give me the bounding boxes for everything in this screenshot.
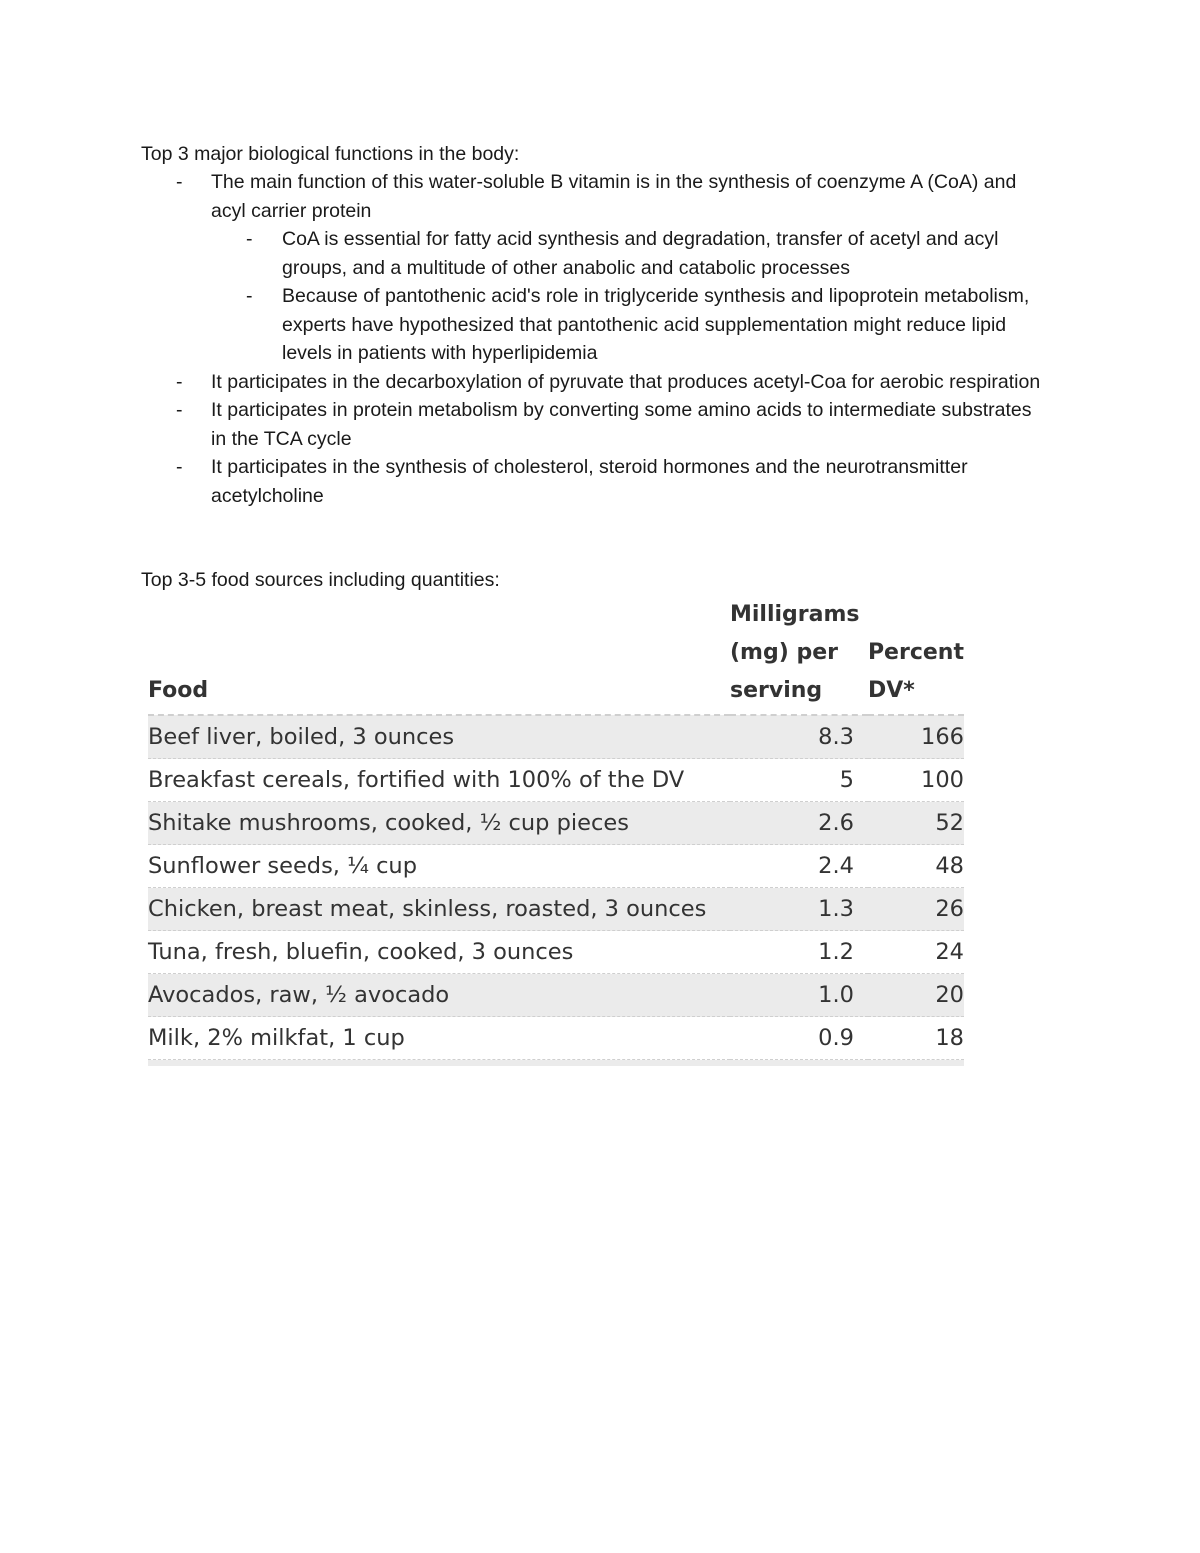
bullet-dash: - xyxy=(246,228,253,250)
cell-food: Avocados, raw, ½ avocado xyxy=(148,974,730,1017)
functions-list xyxy=(0,168,1200,510)
table-header-row xyxy=(148,596,964,715)
cell-dv: 166 xyxy=(868,715,964,759)
list-item xyxy=(0,368,1200,397)
cell-dv: 18 xyxy=(868,1017,964,1060)
cell-mg: 1.3 xyxy=(730,888,868,931)
header-percent-dv xyxy=(868,596,964,715)
table-row xyxy=(148,974,964,1017)
table-row xyxy=(148,845,964,888)
cell-food: Chicken, breast meat, skinless, roasted, 3 ounces xyxy=(148,888,730,931)
functions-heading: Top 3 major biological functions in the body: xyxy=(141,143,520,165)
list-item xyxy=(0,453,1200,510)
table-row xyxy=(148,759,964,802)
cell-food: Breakfast cereals, fortified with 100% of the DV xyxy=(148,759,730,802)
table-row xyxy=(148,802,964,845)
list-item-text: It participates in the decarboxylation of pyruvate that produces acetyl-Coa for aerobic respiration xyxy=(211,370,1041,393)
header-dv-line: Percent xyxy=(867,640,964,665)
cell-food: Sunflower seeds, ¼ cup xyxy=(148,845,730,888)
list-item xyxy=(0,225,1200,282)
table-footer-band xyxy=(148,1060,964,1066)
cell-mg: 2.6 xyxy=(730,802,868,845)
cell-food: Beef liver, boiled, 3 ounces xyxy=(148,715,730,759)
cell-dv: 26 xyxy=(868,888,964,931)
list-item xyxy=(0,282,1200,368)
header-mg-line: serving xyxy=(730,678,823,703)
cell-mg: 8.3 xyxy=(730,715,868,759)
list-item xyxy=(0,396,1200,453)
bullet-dash: - xyxy=(176,399,183,421)
table-row xyxy=(148,715,964,759)
list-item-text: The main function of this water-soluble B vitamin is in the synthesis of coenzyme A (CoA) and acyl carrier protein xyxy=(211,171,1017,222)
cell-mg: 0.9 xyxy=(730,1017,868,1060)
list-item-text: CoA is essential for fatty acid synthesis and degradation, transfer of acetyl and acyl groups, and a multitude of other anabolic and catabolic processes xyxy=(282,228,999,279)
cell-food: Milk, 2% milkfat, 1 cup xyxy=(148,1017,730,1060)
cell-dv: 100 xyxy=(868,759,964,802)
cell-mg: 5 xyxy=(730,759,868,802)
bullet-dash: - xyxy=(176,370,183,393)
food-sources-heading: Top 3-5 food sources including quantities: xyxy=(141,569,500,591)
bullet-dash: - xyxy=(176,171,183,193)
table-row xyxy=(148,888,964,931)
cell-food: Tuna, fresh, bluefin, cooked, 3 ounces xyxy=(148,931,730,974)
list-item xyxy=(0,168,1200,225)
cell-dv: 20 xyxy=(868,974,964,1017)
header-mg-per-serving xyxy=(730,596,868,715)
cell-mg: 1.0 xyxy=(730,974,868,1017)
bullet-dash: - xyxy=(176,456,183,478)
cell-dv: 24 xyxy=(868,931,964,974)
header-mg-line: (mg) per xyxy=(730,640,838,665)
food-sources-table xyxy=(148,596,964,1066)
cell-dv: 48 xyxy=(868,845,964,888)
table-row xyxy=(148,1017,964,1060)
table-row xyxy=(148,931,964,974)
header-mg-line: Milligrams xyxy=(730,602,860,627)
list-item-text: Because of pantothenic acid's role in triglyceride synthesis and lipoprotein metabolism, experts have hypothesized that pantothenic acid supplementation might reduce lipid levels in patients with hyperlipidemia xyxy=(282,285,1030,364)
list-item-text: It participates in protein metabolism by converting some amino acids to intermediate substrates in the TCA cycle xyxy=(211,399,1032,450)
bullet-dash: - xyxy=(246,285,253,307)
cell-food: Shitake mushrooms, cooked, ½ cup pieces xyxy=(148,802,730,845)
list-item-text: It participates in the synthesis of cholesterol, steroid hormones and the neurotransmitter acetylcholine xyxy=(211,456,968,507)
header-dv-line: DV* xyxy=(867,678,915,703)
header-food: Food xyxy=(148,678,209,703)
cell-dv: 52 xyxy=(868,802,964,845)
cell-mg: 2.4 xyxy=(730,845,868,888)
cell-mg: 1.2 xyxy=(730,931,868,974)
